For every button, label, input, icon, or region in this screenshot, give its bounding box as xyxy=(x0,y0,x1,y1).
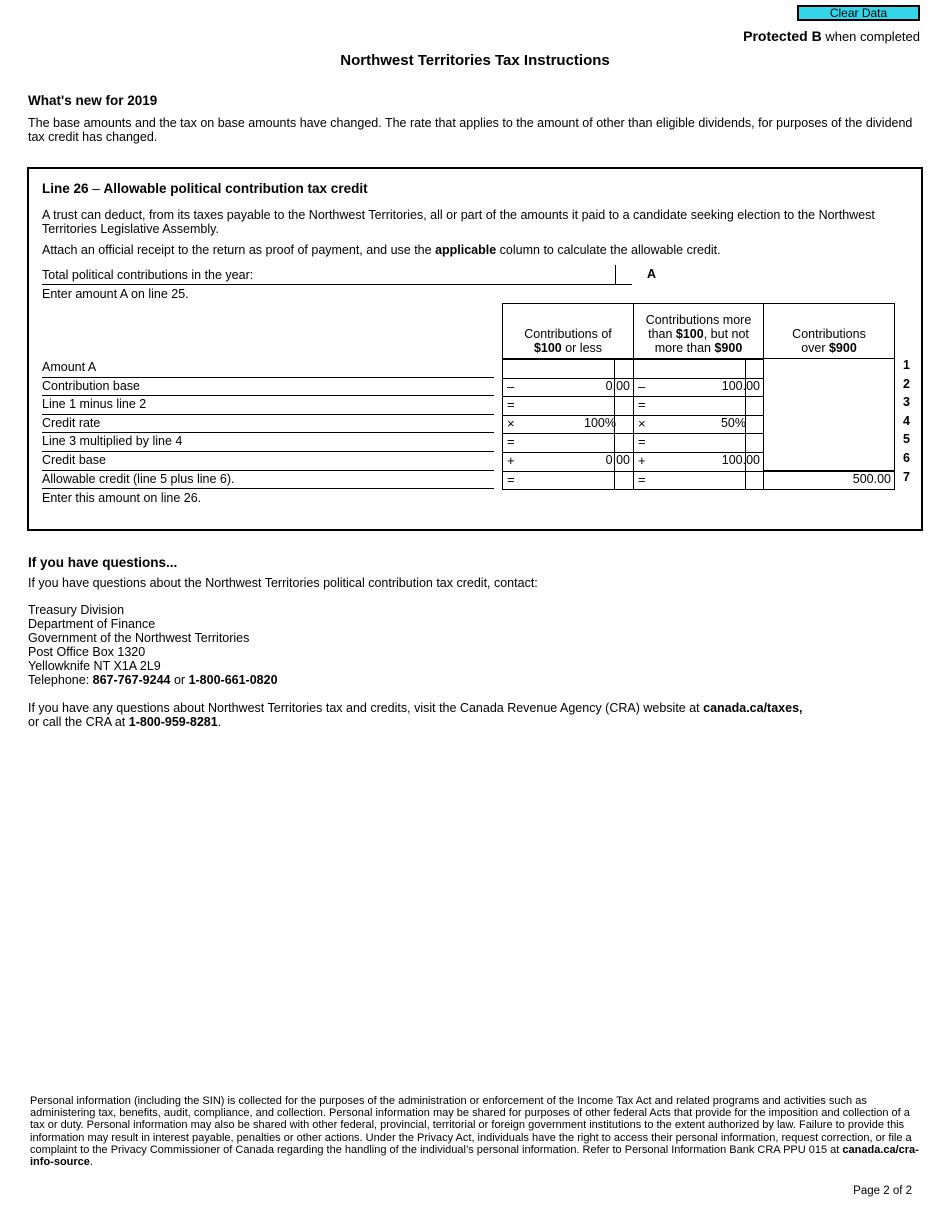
column-1-operator: – xyxy=(507,378,515,394)
questions-heading: If you have questions... xyxy=(28,555,178,570)
column-2-operator: = xyxy=(638,397,646,413)
column-1-field[interactable] xyxy=(502,433,634,453)
column-2-field[interactable] xyxy=(633,359,764,379)
column-2-field[interactable] xyxy=(633,471,764,491)
address-line-1: Treasury Division xyxy=(28,603,125,617)
line26-para2-bold: applicable xyxy=(435,243,497,257)
cra-contact xyxy=(28,701,918,729)
cents-divider xyxy=(745,472,746,490)
total-cents-field[interactable] xyxy=(616,265,632,285)
column-1-value: 0.00 xyxy=(605,378,630,393)
line26-heading-dash: – xyxy=(88,181,104,196)
line26-heading-number: Line 26 xyxy=(42,181,89,196)
cents-divider xyxy=(745,397,746,415)
column-3-blank-block xyxy=(763,358,895,471)
row-underline xyxy=(42,488,494,489)
column-2-value: 100.00 xyxy=(721,453,760,467)
row-label: Line 3 multiplied by line 4 xyxy=(42,434,183,449)
column-2-line2-pre: than xyxy=(648,327,676,341)
column-2-operator: + xyxy=(638,453,646,468)
protected-b-notice xyxy=(743,28,920,44)
column-1-operator: = xyxy=(507,397,515,413)
line-number: 6 xyxy=(903,451,910,465)
column-1-operator: = xyxy=(507,434,515,450)
whats-new-heading: What's new for 2019 xyxy=(28,93,158,108)
column-1-value: 0.00 xyxy=(605,453,630,467)
cents-divider xyxy=(614,397,615,415)
total-code-a: A xyxy=(647,267,657,281)
cra-call-text: or call the CRA at xyxy=(28,715,129,729)
line-number: 5 xyxy=(903,432,910,447)
line26-para1: A trust can deduct, from its taxes payable to the Northwest Territories, all or part of the amounts it paid to a candidate seeking election to the Northwest Territories Legislative Assembly. xyxy=(42,208,875,236)
column-1-field[interactable] xyxy=(502,471,634,491)
protected-b-label: Protected B xyxy=(743,28,822,44)
address-line-5: Yellowknife NT X1A 2L9 xyxy=(28,659,161,673)
enter-line-26-note: Enter this amount on line 26. xyxy=(42,491,202,505)
total-contributions-label: Total political contributions in the year: xyxy=(42,268,254,282)
column-1-value: 100% xyxy=(584,415,616,430)
cents-divider xyxy=(745,360,746,378)
page-number: Page 2 of 2 xyxy=(853,1185,912,1197)
line26-para2-pre: Attach an official receipt to the return as proof of payment, and use the xyxy=(42,243,436,257)
cra-website-link[interactable]: canada.ca/taxes, xyxy=(703,701,803,715)
telephone-line xyxy=(28,673,918,687)
column-2-line3-pre: more than xyxy=(654,341,715,355)
column-1-operator: × xyxy=(507,415,515,431)
column-2-line2-post: , but not xyxy=(703,327,749,341)
line26-heading xyxy=(42,181,368,196)
row-underline xyxy=(42,414,494,415)
cra-intro: If you have any questions about Northwest Territories tax and credits, visit the Canada Revenue Agency (CRA) website at xyxy=(28,701,704,715)
row-label: Amount A xyxy=(42,360,97,374)
cra-line-1 xyxy=(28,701,918,715)
cents-divider xyxy=(745,434,746,452)
page-title: Northwest Territories Tax Instructions xyxy=(340,52,610,69)
line26-heading-title: Allowable political contribution tax credit xyxy=(103,181,368,196)
column-3-line1: Contributions xyxy=(792,327,866,341)
cents-divider xyxy=(614,472,615,490)
protected-b-suffix: when completed xyxy=(821,29,920,44)
cents-divider xyxy=(614,434,615,452)
column-3-line2-bold: $900 xyxy=(828,341,857,355)
clear-data-button[interactable]: Clear Data xyxy=(797,5,920,21)
column-1-operator: + xyxy=(507,453,515,468)
column-2-line1: Contributions more xyxy=(645,313,752,327)
questions-intro: If you have questions about the Northwest Territories political contribution tax credit, contact: xyxy=(28,576,538,590)
column-2-line3 xyxy=(634,341,763,355)
line-number: 7 xyxy=(903,469,910,484)
column-2-value: 50% xyxy=(720,415,746,430)
line-number: 4 xyxy=(903,413,910,428)
column-1-operator: = xyxy=(507,471,515,487)
row-underline xyxy=(42,451,494,452)
address-line-2: Department of Finance xyxy=(28,617,156,631)
whats-new-text: The base amounts and the tax on base amounts have changed. The rate that applies to the amount of other than eligible dividends, for purposes of the dividend tax credit has changed. xyxy=(28,116,913,144)
line26-para2 xyxy=(42,243,902,257)
telephone-or: or xyxy=(170,673,189,687)
column-2-line2-bold: $100 xyxy=(675,327,704,341)
column-1-field[interactable] xyxy=(502,359,634,379)
cra-line-2 xyxy=(28,715,918,729)
column-1-bold: $100 xyxy=(533,341,562,355)
privacy-text: Personal information (including the SIN) is collected for the purposes of the administration or enforcement of the Income Tax Act and related programs and activities such as administering tax, benefits, audit, compliance, and collection. Personal information may be shared for purposes of other federal Acts that provide for the imposition and collection of a tax or duty. Personal information may also be shared with other federal, provincial, territorial or foreign government institutions to the extent authorized by law. Failure to provide this information may result in interest payable, penalties or other actions. Under the Privacy Act, individuals have the right to access their personal information, request correction, or file a complaint to the Privacy Commissioner of Canada regarding the handling of the individual’s personal information. Refer to Personal Information Bank CRA PPU 015 at xyxy=(30,1095,912,1156)
column-3-line2-pre: over xyxy=(801,341,829,355)
column-2-line3-bold: $900 xyxy=(714,341,743,355)
line-number: 2 xyxy=(903,376,910,391)
enter-amount-a-note: Enter amount A on line 25. xyxy=(42,287,189,301)
address-line-3: Government of the Northwest Territories xyxy=(28,631,250,645)
line-number: 3 xyxy=(903,395,910,410)
column-1-field[interactable] xyxy=(502,396,634,416)
column-1-line1: Contributions of xyxy=(524,327,612,341)
row-label: Credit rate xyxy=(42,415,101,430)
column-3-value: 500.00 xyxy=(852,471,891,486)
column-2-field[interactable] xyxy=(633,433,764,453)
column-3-line2 xyxy=(764,341,894,355)
row-underline xyxy=(42,432,494,433)
address-line-4: Post Office Box 1320 xyxy=(28,645,146,659)
column-2-title xyxy=(634,313,763,355)
row-label: Contribution base xyxy=(42,378,140,393)
column-2-operator: = xyxy=(638,471,646,487)
column-2-operator: × xyxy=(638,415,646,431)
row-label: Credit base xyxy=(42,453,106,467)
cra-phone: 1-800-959-8281 xyxy=(128,715,218,729)
row-underline xyxy=(42,395,494,396)
column-1-line2 xyxy=(503,341,633,355)
cra-period: . xyxy=(217,715,222,729)
column-1-title xyxy=(503,327,633,355)
line26-para2-post: column to calculate the allowable credit. xyxy=(496,243,721,257)
column-2-value: 100.00 xyxy=(721,378,760,393)
telephone-2: 1-800-661-0820 xyxy=(188,673,278,687)
cents-divider xyxy=(614,360,615,378)
row-underline xyxy=(42,470,494,471)
row-label: Line 1 minus line 2 xyxy=(42,397,147,412)
contact-address xyxy=(28,603,918,687)
line-number: 1 xyxy=(903,358,910,372)
column-2-field[interactable] xyxy=(633,396,764,416)
column-1-rest: or less xyxy=(561,341,603,355)
column-2-operator: = xyxy=(638,434,646,450)
column-2-operator: – xyxy=(638,378,646,394)
telephone-label: Telephone: xyxy=(28,673,93,687)
privacy-notice xyxy=(30,1095,920,1168)
telephone-1: 867-767-9244 xyxy=(92,673,171,687)
privacy-end: . xyxy=(89,1156,93,1169)
privacy-link[interactable]: canada.ca/cra-info-source xyxy=(30,1143,919,1169)
row-underline xyxy=(42,377,494,378)
row-label: Allowable credit (line 5 plus line 6). xyxy=(42,471,235,486)
column-3-title xyxy=(764,327,894,355)
column-2-line2 xyxy=(634,327,763,341)
